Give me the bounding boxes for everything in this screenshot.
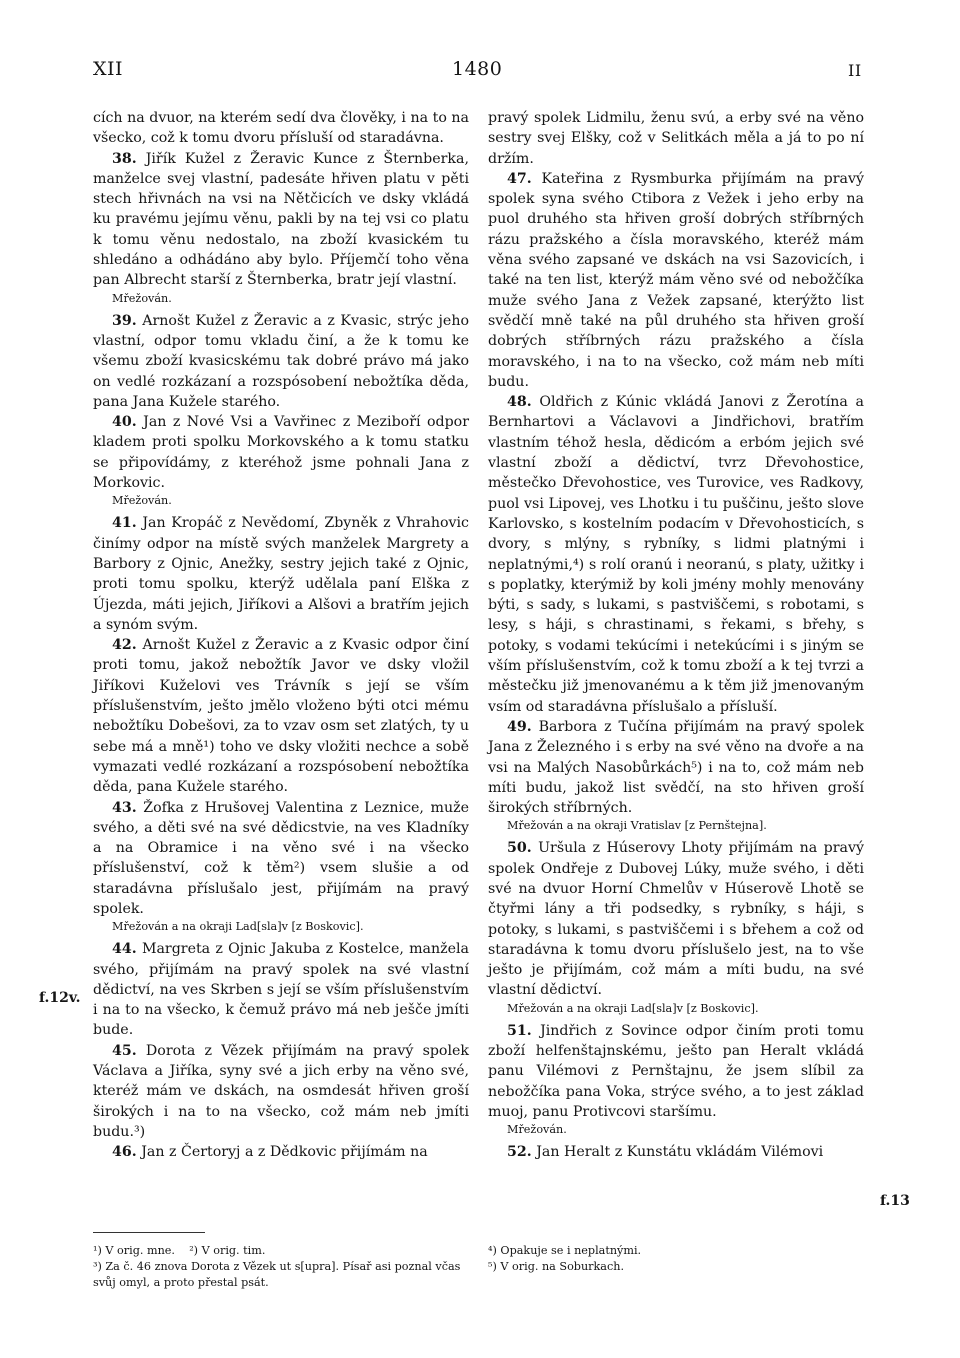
- entry-text: Dorota z Vězek přijímám na pravý spolek Václava a Jiříka, syny své a jich erby na věno své, kteréž mám ve dskách, na osmdesát hřiven groší širokých i na to na všecko, což mám neb jmíti budu.³): [93, 1042, 470, 1140]
- entry-number: 45.: [112, 1042, 137, 1059]
- entry-number: 41.: [112, 515, 137, 532]
- continued-paragraph: pravý spolek Lidmilu, ženu svú, a erby své na věno sestry svej Elšky, což v Selitkách měla a já to po ní držím.: [488, 110, 864, 167]
- entry-text: Jindřich z Sovince odpor činím proti tomu zboží helfenštajnskému, ješto pan Heralt vkládá panu Vilémovi z Pernštajnu, že jsem slíbil za nebožčíka pana Voka, strýce svého, a to jest základ muoj, panu Protivcovi staršímu.: [488, 1022, 864, 1120]
- entry-paragraph: [488, 1021, 864, 1122]
- entry-paragraph: [93, 1142, 469, 1162]
- footnotes-right: [488, 1243, 868, 1275]
- entry-number: 39.: [112, 312, 137, 329]
- entry-paragraph: [93, 635, 469, 797]
- entry-note: Mřežován a na okraji Lad[sla]v [z Boskovic].: [112, 920, 364, 934]
- entry-paragraph: [488, 392, 864, 717]
- continued-paragraph: cích na dvuor, na kterém sedí dva člověky, i na to na všecko, což k tomu dvoru přísluší od staradávna.: [93, 110, 469, 147]
- left-column: [93, 108, 469, 1163]
- entry-text: Uršula z Húserovy Lhoty přijímám na pravý spolek Ondřeje z Dubovej Lúky, muže svého, i děti své na dvuor Horní Chmelův v Húserově Lhotě se čtyřmi lány a tři podsedky, s rybníky, s háji, s potoky, s lukami, s pastviščemi i s břehem a což od staradávna k tomu dvoru příslušelo jest, na to vše ješto je přijímám, což mám a míti budu, na své vlastní dědictví.: [488, 840, 864, 999]
- entry-paragraph: [93, 939, 469, 1040]
- entry-paragraph: [93, 311, 469, 412]
- entry-text: Margreta z Ojnic Jakuba z Kostelce, manžela svého, přijímám na pravý spolek na své vlastní dědictví, na ves Skrben s její se vším příslušenstvím i na to na všecko, k čemuž právo má neb ješče jmíti bude.: [93, 941, 470, 1039]
- entry-text: Jan z Nové Vsi a Vavřinec z Meziboří odpor kladem proti spolku Morkovského a k tomu statku se připovídámy, z kteréhož jsme pohnali Jana z Morkovic.: [93, 414, 469, 492]
- entry-paragraph: [488, 1142, 864, 1162]
- page-header-left: XII: [93, 58, 124, 80]
- entry-text: Kateřina z Rysmburka přijímám na pravý spolek syna svého Ctibora z Vežek i jeho erby na puol druhého sta hřiven groší dobrých stříbrných rázu pražského a čísla moravského, kteréž mám věna svého zapsané ve dskách na vsi Sazovicích, i také na ten list, kterýž mám věno své od nebožčíka muže svého Jana z Vežek zapsané, kterýžto list svědčí mně také na půl druhého sta hřiven groší dobrých stříbrných rázu pražského a čísla moravského, i na to na všecko, což mám neb míti budu.: [488, 170, 864, 390]
- entry-paragraph: [93, 798, 469, 920]
- entry-number: 49.: [507, 718, 532, 735]
- entry-note: Mřežován.: [507, 1123, 567, 1137]
- entry-text: Jiřík Kužel z Žeravic Kunce z Šternberka, manželce svej vlastní, padesáte hřiven platu v pěti stech hřivnách na vsi na Nětčicích ve dsky vkládá ku pravému jejímu věnu, pakli by na tej vsi co platu k tomu věnu nedostalo, na zboží kvasickém tu shledáno a odhádáno aby bylo. Příjemčí toho věna pan Albrecht starší z Šternberka, bratr její vlastní.: [93, 150, 469, 289]
- entry-number: 52.: [507, 1144, 532, 1161]
- entry-text: Barbora z Tučína přijímám na pravý spolek Jana z Železného i s erby na své věno na dvoře a na vsi na Malých Nasobůrkách⁵) i na to, což mám neb míti budu, jakož list svědčí, na sto hřiven groší širokých stříbrných.: [488, 718, 864, 817]
- footnote: ³) Za č. 46 znova Dorota z Vězek ut s[upra]. Písař asi poznal včas svůj omyl, a proto přestal psát.: [93, 1260, 464, 1289]
- entry-text: Žofka z Hrušovej Valentina z Leznice, muže svého, a děti své na své dědicstvie, na ves Kladníky a na Obramice i na věno své i na všecko příslušenství, což k těm²) vsem slušie a od staradávna příslušalo jest, přijímám na pravý spolek.: [93, 799, 469, 917]
- entry-note: Mřežován a na okraji Lad[sla]v [z Boskovic].: [507, 1001, 759, 1015]
- entry-text: Jan z Čertoryj a z Dědkovic přijímám na: [141, 1144, 428, 1161]
- entry-number: 40.: [112, 414, 137, 431]
- entry-paragraph: [488, 169, 864, 392]
- entry-number: 44.: [112, 941, 137, 958]
- entry-paragraph: [93, 513, 469, 635]
- right-column: [488, 108, 864, 1163]
- entry-text: Arnošt Kužel z Žeravic a z Kvasic, strýc jeho vlastní, odpor tomu vkladu činí, a že k tomu ke všemu zboží kvasicskému tak dobré právo má jako on vedlé rozkázaní a rozspósobení nebožtíka děda, pana Jana Kužele starého.: [93, 312, 470, 410]
- margin-folio-left: f.12v.: [39, 990, 81, 1006]
- footnote-rule: [93, 1232, 205, 1233]
- entry-number: 38.: [112, 150, 137, 167]
- entry-note: Mřežován.: [112, 291, 172, 305]
- entry-text: Jan Kropáč z Nevědomí, Zbyněk z Vhrahovic činímy odpor na místě svých manželek Margrety a Barbory z Ojnic, Anežky, sestry jejich také z Ojnic, proti tomu spolku, kterýž udělala paní Elška z Újezda, máti jejich, Jiříkovi a Alšovi a bratřím jejich a synóm svým.: [93, 515, 469, 633]
- entry-number: 47.: [507, 170, 532, 187]
- entry-text: Jan Heralt z Kunstátu vkládám Vilémovi: [536, 1144, 824, 1161]
- entry-paragraph: [488, 838, 864, 1000]
- entry-number: 51.: [507, 1022, 532, 1039]
- entry-note: Mřežován.: [112, 494, 172, 508]
- page-number: 1480: [452, 58, 503, 80]
- footnotes-left: [93, 1243, 473, 1291]
- entry-text: Oldřich z Kúnic vkládá Janovi z Žerotína a Bernhartovi a Václavovi a Jindřichovi, bratřím vlastním téhož hesla, dědicóm a erbóm jejich své vlastní zboží a dědictví, tvrz Dřevohostice, městečko Dřevohostice, ves Turovice, ves Radkovy, puol vsi Lipovej, ves Lhotku i tu puščinu, ješto slove Karlovsko, s kostelním podacím v Dřevohosticích, s dvory, s mlýny, s rybníky, s lidmi platnými i neplatnými,⁴) s rolí oranú i neoranú, s platy, užitky i s poplatky, kterýmiž by koli jmény mohly menovány býti, s sady, s lukami, s pastviščemi, s robotami, s lesy, s háji, s chrastinami, s řekami, s břehy, s potoky, s vodami tekúcími i netekúcími i s jiným se vším příslušenstvím, což k tomu zboží a k tej tvrzi a městečku již jmenovanému a k těm již jmenovaným vsím od staradávna příslušalo a přísluší.: [488, 394, 864, 715]
- entry-number: 46.: [112, 1144, 137, 1161]
- entry-number: 50.: [507, 840, 532, 857]
- footnote: ⁴) Opakuje se i neplatnými.: [488, 1244, 642, 1257]
- entry-number: 48.: [507, 394, 532, 411]
- margin-folio-right: f.13: [880, 1193, 910, 1209]
- entry-paragraph: [93, 412, 469, 493]
- entry-paragraph: [93, 1041, 469, 1142]
- entry-number: 42.: [112, 637, 137, 654]
- footnote: ¹) V orig. mne. ²) V orig. tim.: [93, 1244, 266, 1257]
- entry-text: Arnošt Kužel z Žeravic a z Kvasic odpor činí proti tomu, jakož nebožtík Javor ve dsky vložil Jiříkovi Kuželovi ves Trávník s její se vším příslušenstvím, ješto jmělo vloženo býti otci mému nebožtíku Dobešovi, za to vzav osm set zlatých, ty u sebe má a mně¹) toho ve dsky vložiti nechce a sobě vymazati vedlé rozkázaní a rozspósobení nebožtíka děda, pana Kužele starého.: [93, 637, 469, 796]
- entry-paragraph: [93, 149, 469, 291]
- entry-paragraph: [488, 717, 864, 818]
- footnote: ⁵) V orig. na Soburkach.: [488, 1260, 624, 1273]
- page-header-right: II: [848, 61, 862, 80]
- entry-note: Mřežován a na okraji Vratislav [z Pernštejna].: [507, 819, 767, 833]
- entry-number: 43.: [112, 799, 137, 816]
